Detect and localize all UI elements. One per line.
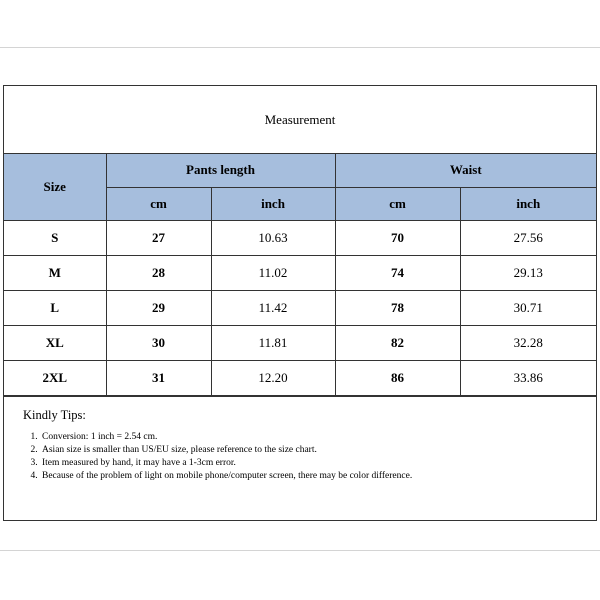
tips-title: Kindly Tips:	[23, 407, 86, 422]
tip-item: 2. Asian size is smaller than US/EU size, please reference to the size chart.	[40, 444, 596, 457]
pants-cm-cell: 29	[106, 290, 211, 325]
waist-cm-cell: 74	[335, 255, 460, 290]
tip-item: 4. Because of the problem of light on mobile phone/computer screen, there may be color difference.	[40, 470, 596, 483]
pants-inch-cell: 11.42	[211, 290, 335, 325]
tips-section	[4, 396, 596, 483]
waist-cm-cell: 78	[335, 290, 460, 325]
table-row	[4, 220, 596, 255]
header-pants-cm: cm	[106, 187, 211, 220]
chart-title: Measurement	[4, 86, 596, 154]
size-cell: S	[4, 220, 106, 255]
header-waist-cm: cm	[335, 187, 460, 220]
waist-inch-cell: 27.56	[460, 220, 596, 255]
size-chart	[3, 85, 597, 521]
waist-inch-cell: 30.71	[460, 290, 596, 325]
size-cell: M	[4, 255, 106, 290]
waist-cm-cell: 86	[335, 360, 460, 395]
pants-cm-cell: 30	[106, 325, 211, 360]
table-row	[4, 290, 596, 325]
pants-cm-cell: 28	[106, 255, 211, 290]
header-size: Size	[4, 154, 106, 220]
table-row	[4, 360, 596, 395]
pants-cm-cell: 27	[106, 220, 211, 255]
pants-inch-cell: 10.63	[211, 220, 335, 255]
pants-inch-cell: 11.81	[211, 325, 335, 360]
header-row-groups	[4, 154, 596, 187]
size-cell: L	[4, 290, 106, 325]
header-pants-length: Pants length	[106, 154, 335, 187]
pants-cm-cell: 31	[106, 360, 211, 395]
waist-inch-cell: 33.86	[460, 360, 596, 395]
top-divider	[0, 47, 600, 48]
size-table	[4, 154, 596, 396]
waist-cm-cell: 70	[335, 220, 460, 255]
bottom-divider	[0, 550, 600, 551]
tip-item: 1. Conversion: 1 inch = 2.54 cm.	[40, 431, 596, 444]
pants-inch-cell: 12.20	[211, 360, 335, 395]
tips-list	[23, 431, 596, 483]
size-cell: XL	[4, 325, 106, 360]
waist-inch-cell: 29.13	[460, 255, 596, 290]
header-waist-inch: inch	[460, 187, 596, 220]
header-pants-inch: inch	[211, 187, 335, 220]
table-row	[4, 255, 596, 290]
waist-cm-cell: 82	[335, 325, 460, 360]
header-waist: Waist	[335, 154, 596, 187]
table-row	[4, 325, 596, 360]
tip-item: 3. Item measured by hand, it may have a 1-3cm error.	[40, 457, 596, 470]
waist-inch-cell: 32.28	[460, 325, 596, 360]
size-cell: 2XL	[4, 360, 106, 395]
pants-inch-cell: 11.02	[211, 255, 335, 290]
